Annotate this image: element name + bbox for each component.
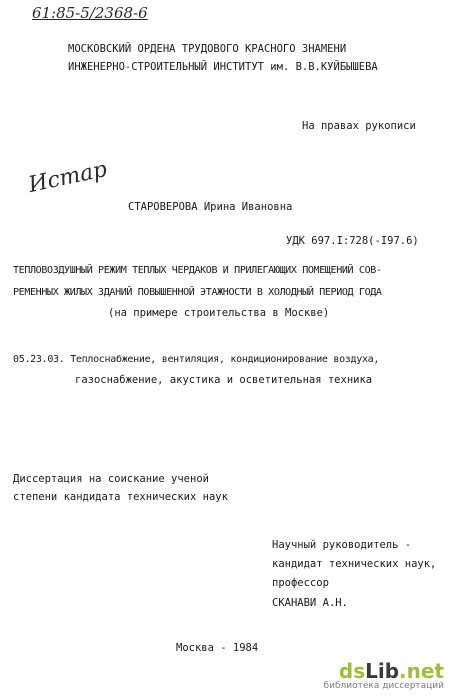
dslib-watermark (324, 661, 444, 692)
supervisor-line-4: СКАНАВИ А.Н. (272, 597, 348, 609)
title-line-3: (на примере строительства в Москве) (108, 307, 330, 319)
manuscript-note: На правах рукописи (302, 120, 416, 132)
author-name: СТАРОВЕРОВА Ирина Ивановна (128, 201, 293, 213)
signature-handwritten: Истар (26, 157, 110, 198)
institution-line-2: ИНЖЕНЕРНО-СТРОИТЕЛЬНЫЙ ИНСТИТУТ им. В.В.КУЙБЫШЕВА (68, 61, 378, 73)
supervisor-line-3: профессор (272, 577, 329, 589)
footer-city-year: Москва - 1984 (176, 642, 259, 654)
specialty-line-1: 05.23.03. Теплоснабжение, вентиляция, кондиционирование воздуха, (13, 354, 380, 365)
title-line-2: РЕМЕННЫХ ЖИЛЫХ ЗДАНИЙ ПОВЫШЕННОЙ ЭТАЖНОСТИ В ХОЛОДНЫЙ ПЕРИОД ГОДА (13, 287, 382, 298)
archive-code-handwritten: 61:85-5/2368-6 (32, 4, 148, 22)
supervisor-line-2: кандидат технических наук, (272, 558, 437, 570)
udc-code: УДК 697.I:728(-I97.6) (286, 235, 419, 247)
dslib-subtitle: библиотека диссертаций (323, 681, 444, 691)
dissertation-line-1: Диссертация на соискание ученой (13, 473, 209, 485)
dslib-logo: dsLib.net (338, 659, 444, 683)
supervisor-line-1: Научный руководитель - (272, 539, 412, 551)
dissertation-line-2: степени кандидата технических наук (13, 491, 228, 503)
specialty-line-2: газоснабжение, акустика и осветительная техника (75, 374, 373, 386)
institution-line-1: МОСКОВСКИЙ ОРДЕНА ТРУДОВОГО КРАСНОГО ЗНАМЕНИ (68, 43, 347, 55)
title-line-1: ТЕПЛОВОЗДУШНЫЙ РЕЖИМ ТЕПЛЫХ ЧЕРДАКОВ И ПРИЛЕГАЮЩИХ ПОМЕЩЕНИЙ СОВ- (13, 265, 382, 276)
